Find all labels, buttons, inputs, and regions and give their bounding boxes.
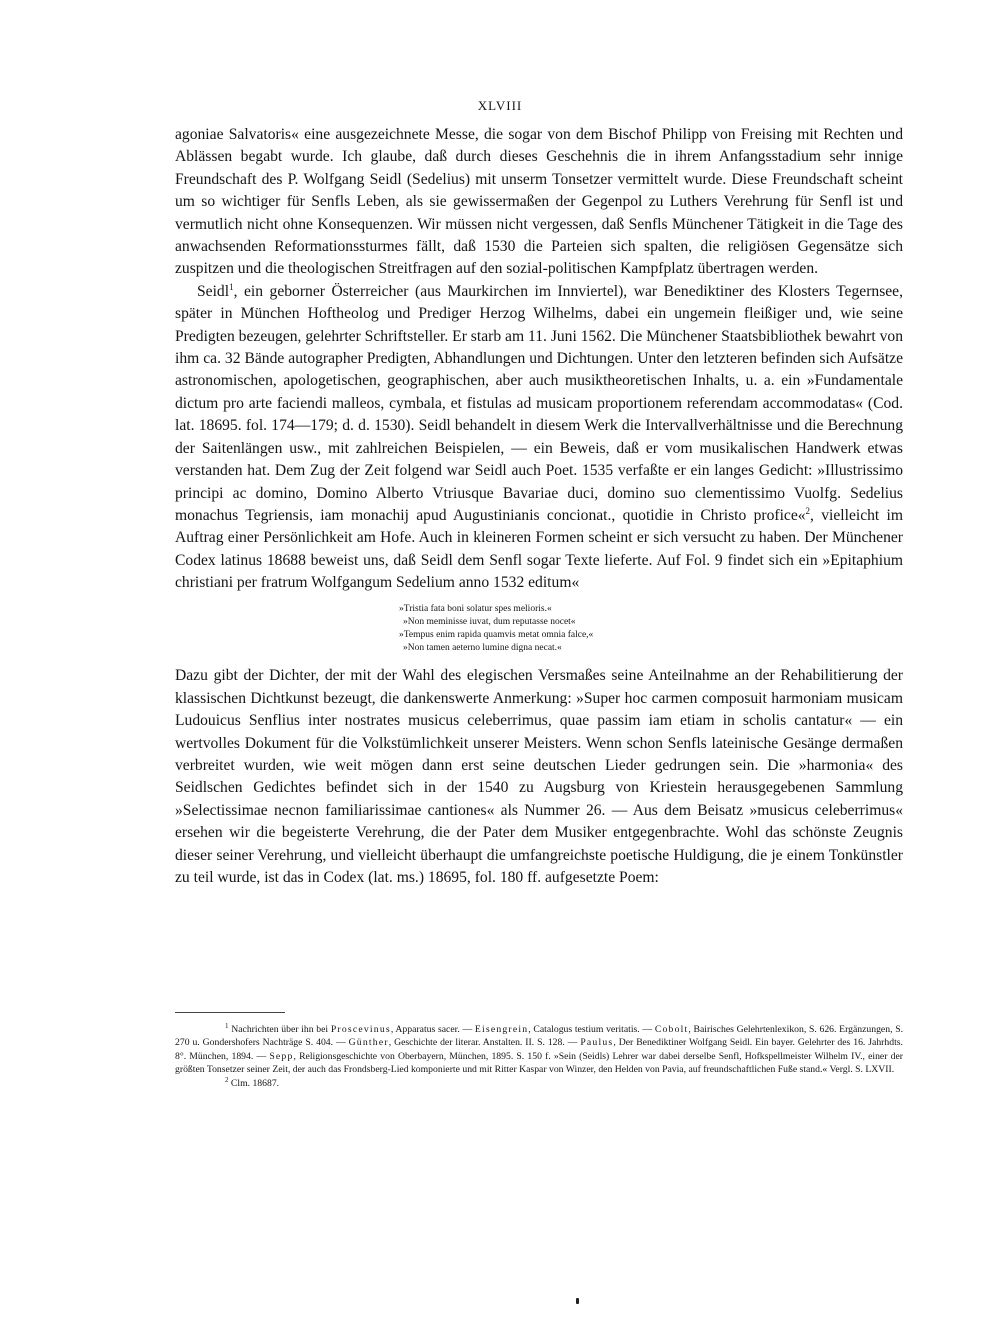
main-text (175, 124, 903, 889)
author-name: Sepp (269, 1050, 294, 1062)
footnote-1-text: , Catalogus testium veritatis. — (528, 1024, 655, 1035)
footnote-1-text: , Geschichte der literar. Anstalten. II. S. 128. — (388, 1037, 581, 1049)
footnote-2-mark: 2 (225, 1075, 229, 1084)
footnote-2 (175, 1077, 903, 1090)
epitaph-verse (399, 603, 903, 656)
verse-line-4: »Non tamen aeterno lumine digna necat.« (403, 643, 562, 654)
footnote-1-text: Nachrichten über ihn bei (231, 1024, 331, 1035)
verse-line-1: »Tristia fata boni solatur spes melioris.« (399, 603, 552, 614)
page-number: XLVIII (477, 98, 523, 113)
verse-line-3: »Tempus enim rapida quamvis metat omnia falce,« (399, 629, 594, 640)
paragraph-3: Dazu gibt der Dichter, der mit der Wahl des elegischen Versmaßes seine Anteilnahme an der Rehabilitierung der klassischen Dichtkunst bezeugt, die dankenswerte Anmerkung: »Super hoc carmen composuit harmoniam musicam Ludouicus Senflius inter nostrates musicus celeberrimus, quae passim iam etiam in scholis cantatur« — ein wertvolles Dokument für die Volkstümlichkeit unserer Meisters. Wenn schon Senfls lateinische Gesänge dermaßen verbreitet wurden, wie weit mögen dann erst seine deutschen Lieder gedrungen sein. Die »harmonia« des Seidlschen Gedichtes befindet sich in der 1540 zu Augsburg von Kriestein herausgegebenen Sammlung »Selectissimae necnon familiarissimae cantiones« als Nummer 26. — Aus dem Beisatz »musicus celeberrimus« ersehen wir die begeisterte Verehrung, die der Pater dem Musiker entgegenbrachte. Wohl das schönste Zeugnis dieser seiner Verehrung, und vielleicht überhaupt die umfangreichste poetische Huldigung, die je einem Tonkünstler zu teil wurde, ist das in Codex (lat. ms.) 18695, fol. 180 ff. aufgesetzte Poem: (175, 667, 903, 886)
ink-mark (576, 1298, 579, 1304)
footnote-1 (175, 1023, 903, 1077)
paragraph-2-part-2: , vielleicht im Auftrag einer Persönlichkeit am Hofe. Auch in kleineren Formen scheint er sich versucht zu haben. Der Münchener Codex latinus 18688 beweist uns, daß Seidl dem Senfl sogar Texte lieferte. Auf Fol. 9 findet sich ein »Epitaphium christiani per fratrum Wolfgangum Sedelium anno 1532 editum« (175, 506, 903, 592)
author-name: Eisengrein (474, 1024, 529, 1035)
footnote-ref-1: 1 (229, 281, 234, 292)
footnote-1-text: , Der Benediktiner Wolfgang Seidl. Ein bayer. Gelehrter des 16. Jahrhdts. 8°. München, 1894. — (175, 1037, 903, 1062)
author-name: Cobolt (654, 1024, 689, 1035)
footnotes (175, 1023, 903, 1090)
footnote-1-text: , Bairisches Gelehrtenlexikon, S. 626. Ergänzungen, S. 270 u. Gondershofers Nachträge S. 404. — (175, 1024, 904, 1049)
author-name: Günther (348, 1037, 389, 1049)
paragraph-1: agoniae Salvatoris« eine ausgezeichnete Messe, die sogar von dem Bischof Philipp von Freising mit Rechten und Ablässen begabt wurde. Ich glaube, daß durch dieses Geschehnis die in ihrem Anfangsstadium sehr innige Freundschaft des P. Wolfgang Seidl (Sedelius) mit unserm Tonsetzer vermittelt wurde. Diese Freundschaft scheint um so wichtiger für Senfls Leben, als sie gewissermaßen der Gegenpol zu Luthers Verehrung für Senfl ist und vermutlich nicht ohne Konsequenzen. Wir müssen nicht vergessen, daß Senfls Münchener Tätigkeit in die Tage des anwachsenden Reformationssturmes fällt, daß 1530 die Parteien sich spalten, die religiösen Gegensätze sich zuspitzen und die theologischen Streitfragen auf den sozial-politischen Kampfplatz übertragen werden. (175, 126, 903, 278)
footnote-1-text: , Religionsgeschichte von Oberbayern, München, 1895. S. 150 f. »Sein (Seidls) Lehrer war dabei derselbe Senfl, Hofkspellmeister Wilhelm IV., einer der größten Tonsetzer seiner Zeit, der auch das Frondsberg-Lied komponierte und mit Ritter Kaspar von Winzer, den Helden von Pavia, auf freundschaftlichen Fuße stand.« Vergl. S. LXVII. (175, 1050, 903, 1076)
footnote-ref-2: 2 (805, 505, 811, 516)
paragraph-2 (175, 281, 903, 595)
author-name: Paulus (580, 1037, 614, 1049)
author-name: Proscevinus (330, 1024, 391, 1035)
paragraph-2-start: Seidl (197, 282, 230, 300)
footnote-1-mark: 1 (225, 1021, 229, 1030)
footnote-1-text: , Apparatus sacer. — (390, 1024, 475, 1035)
verse-line-2: »Non meminisse iuvat, dum reputasse nocet« (403, 616, 576, 627)
paragraph-2-part-1: , ein geborner Österreicher (aus Maurkirchen im Innviertel), war Benediktiner des Klosters Tegernsee, später in München Hoftheolog und Prediger Herzog Wilhelms, dabei ein ungemein fleißiger und, wie seine Predigten bezeugen, gelehrter Schriftsteller. Er starb am 11. Juni 1562. Die Münchener Staatsbibliothek bewahrt von ihm ca. 32 Bände autographer Predigten, Abhandlungen und Dichtungen. Unter den letzteren befinden sich Aufsätze astronomischen, apologetischen, geographischen, aber auch musiktheoretischen Inhalts, u. a. ein »Fundamentale dictum pro arte faciendi malleos, cymbala, et fistulas ad musicam proportionem referendam accommodatas« (Cod. lat. 18695. fol. 174—179; d. d. 1530). Seidl behandelt in diesem Werk die Intervallverhältnisse und die Berechnung der Saitenlängen usw., mit zahlreichen Beispielen, — ein Beweis, daß er vom musikalischen Handwerk etwas verstanden hat. Dem Zug der Zeit folgend war Seidl auch Poet. 1535 verfaßte er ein langes Gedicht: »Illustrissimo principi ac domino, Domino Alberto Vtriusque Bavariae duci, domino suo clementissimo Vuolfg. Sedelius monachus Tegriensis, iam monachij apud Augustinianis concionat., quotidie in Christo profice« (175, 282, 903, 524)
footnote-2-text: Clm. 18687. (230, 1077, 280, 1089)
footnote-divider (175, 1012, 285, 1013)
